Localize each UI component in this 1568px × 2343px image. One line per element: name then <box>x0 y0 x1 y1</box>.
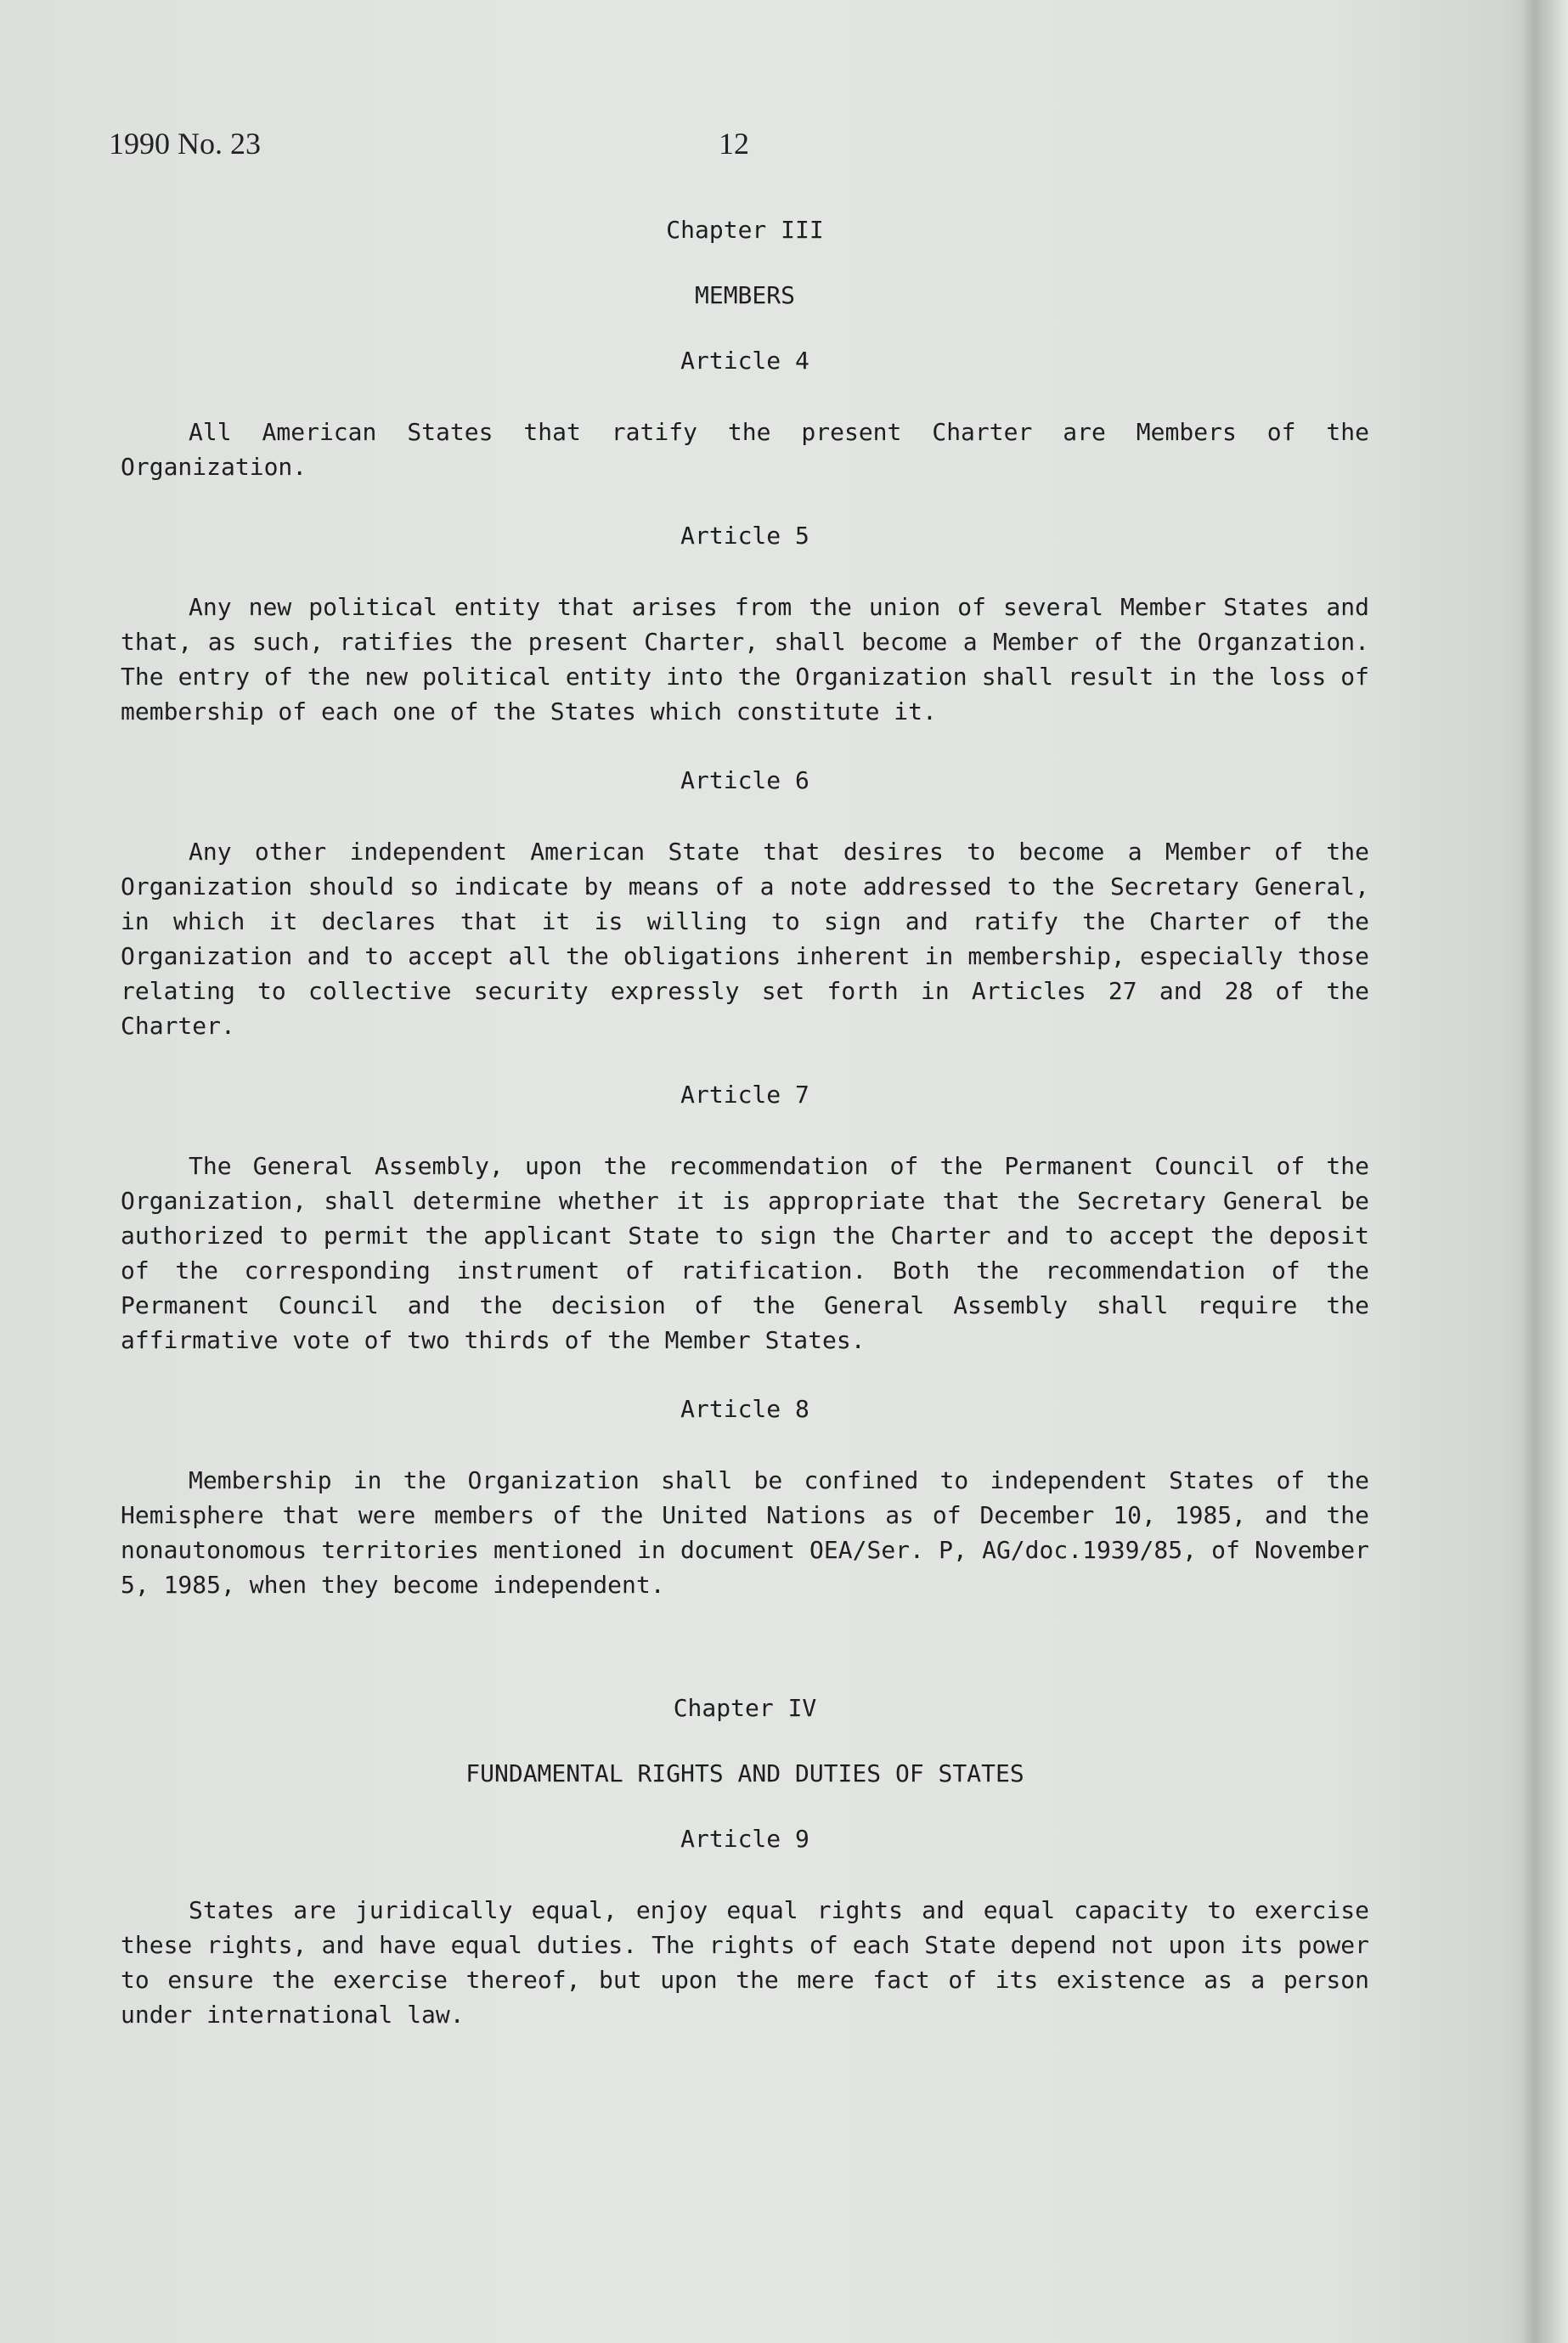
article-title: Article 7 <box>680 1081 809 1109</box>
page-number: 12 <box>719 127 749 161</box>
article-title: Article 9 <box>680 1825 809 1853</box>
chapter-title: Chapter IV <box>673 1694 817 1722</box>
article-8 <box>121 1392 1369 1602</box>
article-text: States are juridically equal, enjoy equal rights and equal capacity to exercise these rights, and have equal duties. The rights of each State depend not upon its power to ensure the exercise thereof, but upon the mere fact of its existence as a person under international law. <box>121 1896 1369 2029</box>
chapter-4 <box>121 1691 1369 2032</box>
article-4 <box>121 343 1369 484</box>
article-text: The General Assembly, upon the recommendation of the Permanent Council of the Organization, shall determine whether it is appropriate that the Secretary General be authorized to permit the applicant State to sign the Charter and to accept the deposit of the corresponding instrument of ratification. Both the recommendation of the Permanent Council and the decision of the General Assembly shall require the affirmative vote of two thirds of the Member States. <box>121 1152 1369 1354</box>
header-citation: 1990 No. 23 <box>109 127 261 161</box>
article-title: Article 6 <box>680 766 809 794</box>
chapter-heading: MEMBERS <box>694 281 795 309</box>
article-text: Any new political entity that arises from the union of several Member States and that, as such, ratifies the present Charter, shall become a Member of the Organzation. The entry of the new political entity into the Organization shall result in the loss of membership of each one of the States which constitute it. <box>121 593 1369 725</box>
page-edge-shadow <box>1522 0 1543 2343</box>
chapter-title: Chapter III <box>666 216 824 244</box>
article-9 <box>121 1821 1369 2032</box>
article-5 <box>121 518 1369 729</box>
chapter-3 <box>121 212 1369 1602</box>
article-title: Article 8 <box>680 1395 809 1423</box>
article-text: All American States that ratify the present Charter are Members of the Organization. <box>121 418 1369 481</box>
article-6 <box>121 763 1369 1043</box>
article-text: Membership in the Organization shall be confined to independent States of the Hemisphere that were members of the United Nations as of December 10, 1985, and the nonautonomous territories mentioned in document OEA/Ser. P, AG/doc.1939/85, of November 5, 1985, when they become independent. <box>121 1466 1369 1599</box>
document-body <box>121 212 1369 2066</box>
article-title: Article 4 <box>680 347 809 375</box>
article-7 <box>121 1077 1369 1358</box>
chapter-heading: FUNDAMENTAL RIGHTS AND DUTIES OF STATES <box>465 1759 1024 1787</box>
article-title: Article 5 <box>680 522 809 550</box>
chapter-spacer <box>121 1636 1369 1691</box>
article-text: Any other independent American State that desires to become a Member of the Organization should so indicate by means of a note addressed to the Secretary General, in which it declares that it is willing to sign and ratify the Charter of the Organization and to accept all the obligations inherent in membership, especially those relating to collective security expressly set forth in Articles 27 and 28 of the Charter. <box>121 838 1369 1040</box>
